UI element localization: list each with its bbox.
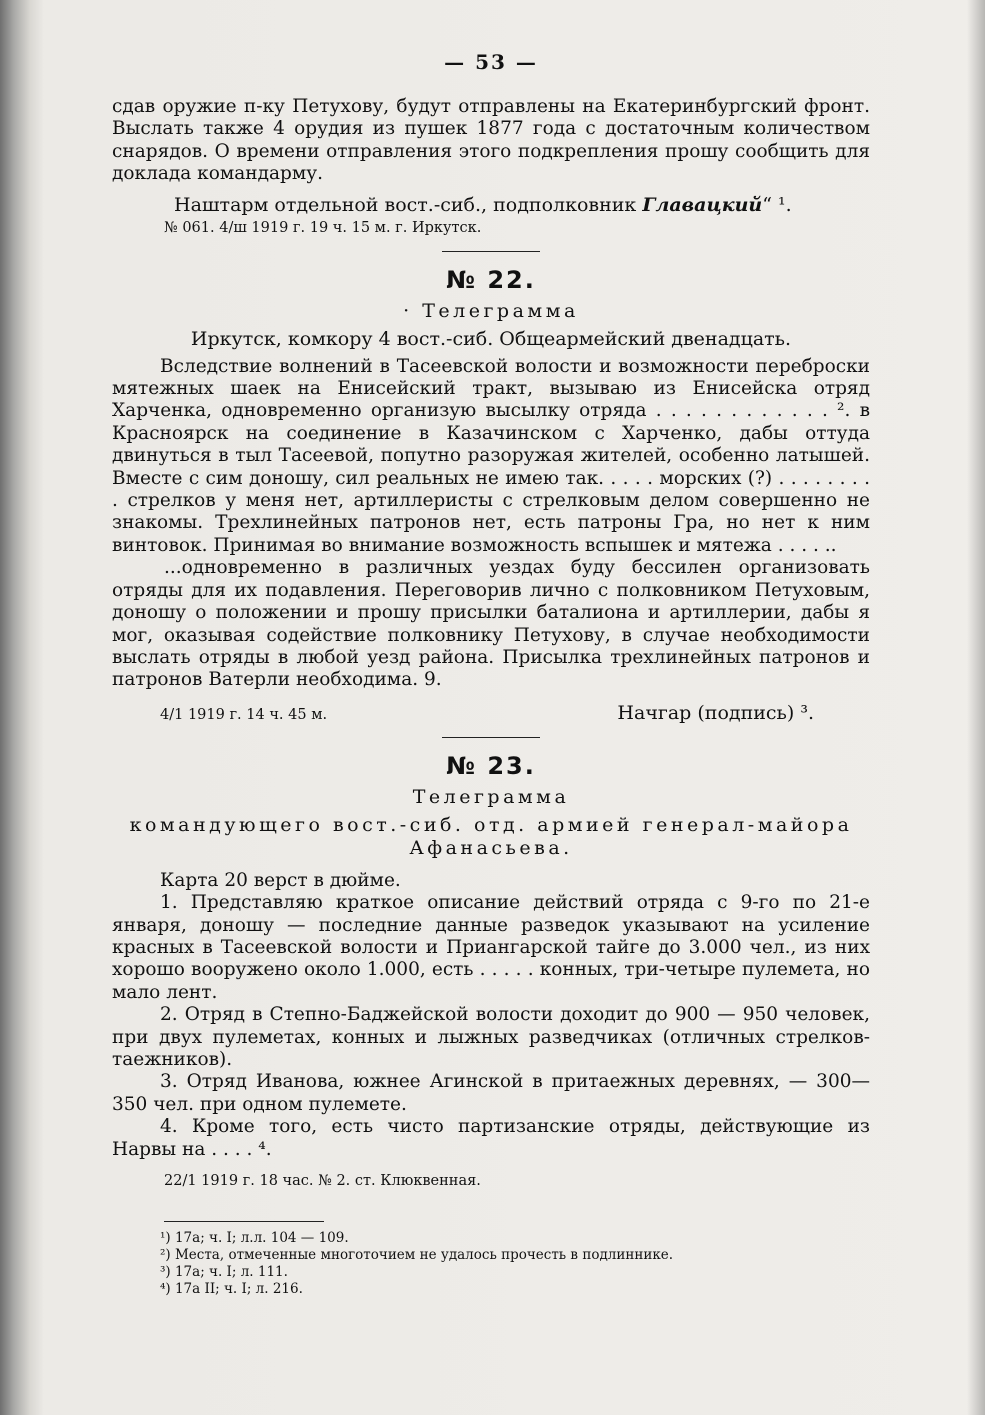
footnote: ¹) 17а; ч. I; л.л. 104 — 109. <box>160 1230 349 1246</box>
page-number: — 53 — <box>444 50 538 74</box>
signature-line <box>112 194 870 216</box>
signature-mark: “ ¹. <box>762 193 792 216</box>
footnote-divider <box>164 1221 324 1222</box>
document-number: № 22. <box>446 265 536 294</box>
page-content <box>112 50 870 1298</box>
map-note: Карта 20 верст в дюйме. <box>160 869 401 891</box>
document-heading: · Телеграмма <box>403 299 579 322</box>
signature-name: Главацкий <box>642 193 763 216</box>
list-item: 3. Отряд Иванова, южнее Агинской в притаежных деревнях, — 300—350 чел. при одном пулемете. <box>112 1071 870 1115</box>
list-item: 2. Отряд в Степно-Баджейской волости доходит до 900 — 950 человек, при двух пулеметах, конных и лыжных разведчиках (отличных стрелков-таежников). <box>112 1004 870 1070</box>
body-paragraph: ...одновременно в различных уездах буду бессилен организовать отряды для их подавления. Переговорив лично с полковником Петуховым, доношу о положении и прошу присылки баталиона и артиллерии, дабы я мог, оказывая содействие полковнику Петухову, в случае необходимости выслать отряды в любой уезд района. Присылка трехлинейных патронов и патронов Ватерли необходима. 9. <box>112 557 870 691</box>
dateline: 22/1 1919 г. 18 час. № 2. ст. Клюквенная. <box>164 1173 481 1189</box>
date-signature-row <box>112 702 870 724</box>
body-paragraph: Вследствие волнений в Тасеевской волости и возможности переброски мятежных шаек на Енисейский тракт, вызываю из Енисейска отряд Харченка, одновременно организую высылку отряда . . . . . . . . . . . . ². в Красноярск на соединение в Казачинском с Харченко, дабы оттуда двинуться в тыл Тасеевой, попутно разоружая жителей, особенно латышей. Вместе с сим доношу, сил реальных не имею так. . . . . морских (?) . . . . . . . . . стрелков у меня нет, артиллеристы с стрелковым делом совершенно не знакомы. Трехлинейных патронов нет, есть патроны Гра, но нет к ним винтовок. Принимая во внимание возможность вспышек и мятежа . . . . .. <box>112 355 870 556</box>
signer-text: Начгар (подпись) ³. <box>617 701 814 724</box>
document-number: № 23. <box>446 751 536 780</box>
dateline: № 061. 4/ш 1919 г. 19 ч. 15 м. г. Иркутск. <box>164 219 482 236</box>
document-subheading: командующего вост.-сиб. отд. армией генерал-майора Афанасьева. <box>129 813 853 859</box>
footnote: ⁴) 17а II; ч. I; л. 216. <box>160 1281 303 1297</box>
list-item: 1. Представляю краткое описание действий отряда с 9-го по 21-е января, доношу — последние данные разведок указывают на усиление красных в Тасеевской волости и Приангарской тайге до 3.000 чел., из них хорошо вооружено около 1.000, есть . . . . . конных, три-четыре пулемета, но мало лент. <box>112 892 870 1003</box>
section-divider <box>442 251 540 252</box>
continuation-paragraph: сдав оружие п-ку Петухову, будут отправлены на Екатеринбургский фронт. Выслать также 4 орудия из пушек 1877 года с достаточным количеством снарядов. О времени отправления этого подкрепления прошу сообщить для доклада командарму. <box>112 96 870 185</box>
date-text: 4/1 1919 г. 14 ч. 45 м. <box>160 706 328 723</box>
signature-text: Наштарм отдельной вост.-сиб., подполковник <box>174 193 643 216</box>
document-address: Иркутск, комкору 4 вост.-сиб. Общеармейский двенадцать. <box>190 327 792 350</box>
footnote: ²) Места, отмеченные многоточием не удалось прочесть в подлиннике. <box>160 1247 674 1263</box>
document-heading: Телеграмма <box>412 785 570 808</box>
list-item: 4. Кроме того, есть чисто партизанские отряды, действующие из Нарвы на . . . . ⁴. <box>112 1116 870 1160</box>
footnote: ³) 17а; ч. I; л. 111. <box>160 1264 288 1280</box>
section-divider <box>442 737 540 738</box>
